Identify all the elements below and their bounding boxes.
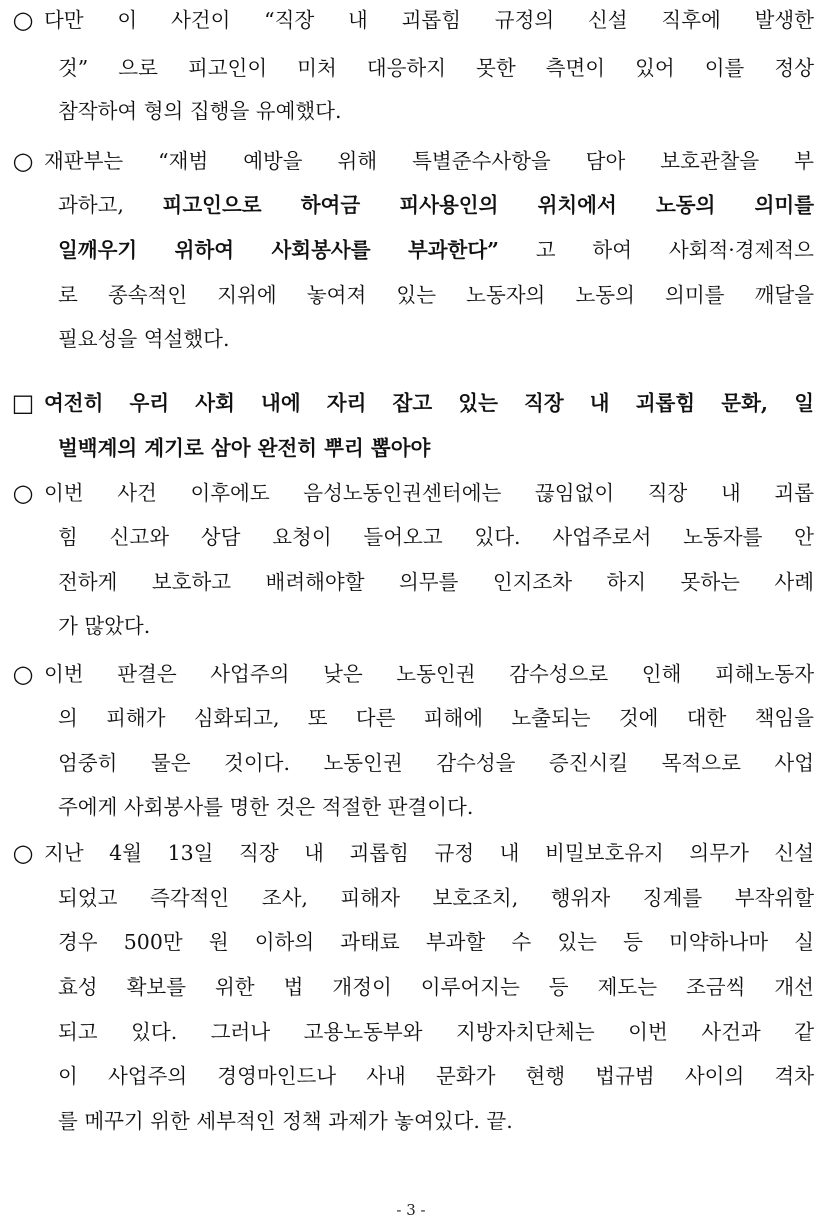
text-line: 를 메꾸기 위한 세부적인 정책 과제가 놓여있다. 끝. [58, 1109, 513, 1133]
text-line: 참작하여 형의 집행을 유예했다. [58, 99, 342, 123]
heading-line: 여전히 우리 사회 내에 자리 잡고 있는 직장 내 괴롭힘 문화, 일 [44, 391, 814, 415]
text-line: 이번 판결은 사업주의 낮은 노동인권 감수성으로 인해 피해노동자 [44, 662, 814, 686]
text-line: 지난 4월 13일 직장 내 괴롭힘 규정 내 비밀보호유지 의무가 신설 [44, 841, 814, 865]
page-number: - 3 - [396, 1201, 426, 1219]
text-line: 로 종속적인 지위에 놓여져 있는 노동자의 노동의 의미를 깨달을 [58, 283, 814, 307]
circle-bullet-icon: ○ [12, 147, 34, 175]
circle-bullet-icon: ○ [12, 479, 34, 507]
text-line: 되고 있다. 그러나 고용노동부와 지방자치단체는 이번 사건과 같 [58, 1020, 814, 1044]
emphasis-text: 일깨우기 위하여 사회봉사를 부과한다” [58, 238, 499, 262]
text-line: 가 많았다. [58, 614, 151, 638]
text-line-mixed [58, 190, 814, 220]
text-line: 주에게 사회봉사를 명한 것은 적절한 판결이다. [58, 795, 474, 819]
text-line: 이 사업주의 경영마인드나 사내 문화가 현행 법규범 사이의 격차 [58, 1064, 814, 1088]
text-segment: 고 하여 사회적·경제적으 [535, 238, 814, 262]
text-line: 이번 사건 이후에도 음성노동인권센터에는 끊임없이 직장 내 괴롭 [44, 481, 814, 505]
text-line: 전하게 보호하고 배려해야할 의무를 인지조차 하지 못하는 사례 [58, 570, 814, 594]
text-line: 되었고 즉각적인 조사, 피해자 보호조치, 행위자 징계를 부작위할 [58, 886, 814, 910]
circle-bullet-icon: ○ [12, 839, 34, 867]
circle-bullet-icon: ○ [12, 6, 34, 34]
text-segment: 과하고, [58, 193, 124, 217]
text-line: 재판부는 “재범 예방을 위해 특별준수사항을 담아 보호관찰을 부 [44, 149, 814, 173]
text-line: 경우 500만 원 이하의 과태료 부과할 수 있는 등 미약하나마 실 [58, 930, 814, 954]
emphasis-text: 피고인으로 하여금 피사용인의 위치에서 노동의 의미를 [162, 193, 814, 217]
text-line-mixed [58, 235, 814, 265]
heading-line: 벌백계의 계기로 삼아 완전히 뿌리 뽑아야 [58, 436, 431, 460]
text-line: 의 피해가 심화되고, 또 다른 피해에 노출되는 것에 대한 책임을 [58, 706, 814, 730]
text-line: 효성 확보를 위한 법 개정이 이루어지는 등 제도는 조금씩 개선 [58, 975, 814, 999]
text-line: 것” 으로 피고인이 미처 대응하지 못한 측면이 있어 이를 정상 [58, 56, 814, 80]
circle-bullet-icon: ○ [12, 660, 34, 688]
text-line: 힘 신고와 상담 요청이 들어오고 있다. 사업주로서 노동자를 안 [58, 525, 814, 549]
text-line: 필요성을 역설했다. [58, 327, 230, 351]
checkbox-square-icon: □ [11, 389, 35, 417]
text-line: 다만 이 사건이 “직장 내 괴롭힘 규정의 신설 직후에 발생한 [44, 8, 814, 32]
text-line: 엄중히 물은 것이다. 노동인권 감수성을 증진시킬 목적으로 사업 [58, 751, 814, 775]
